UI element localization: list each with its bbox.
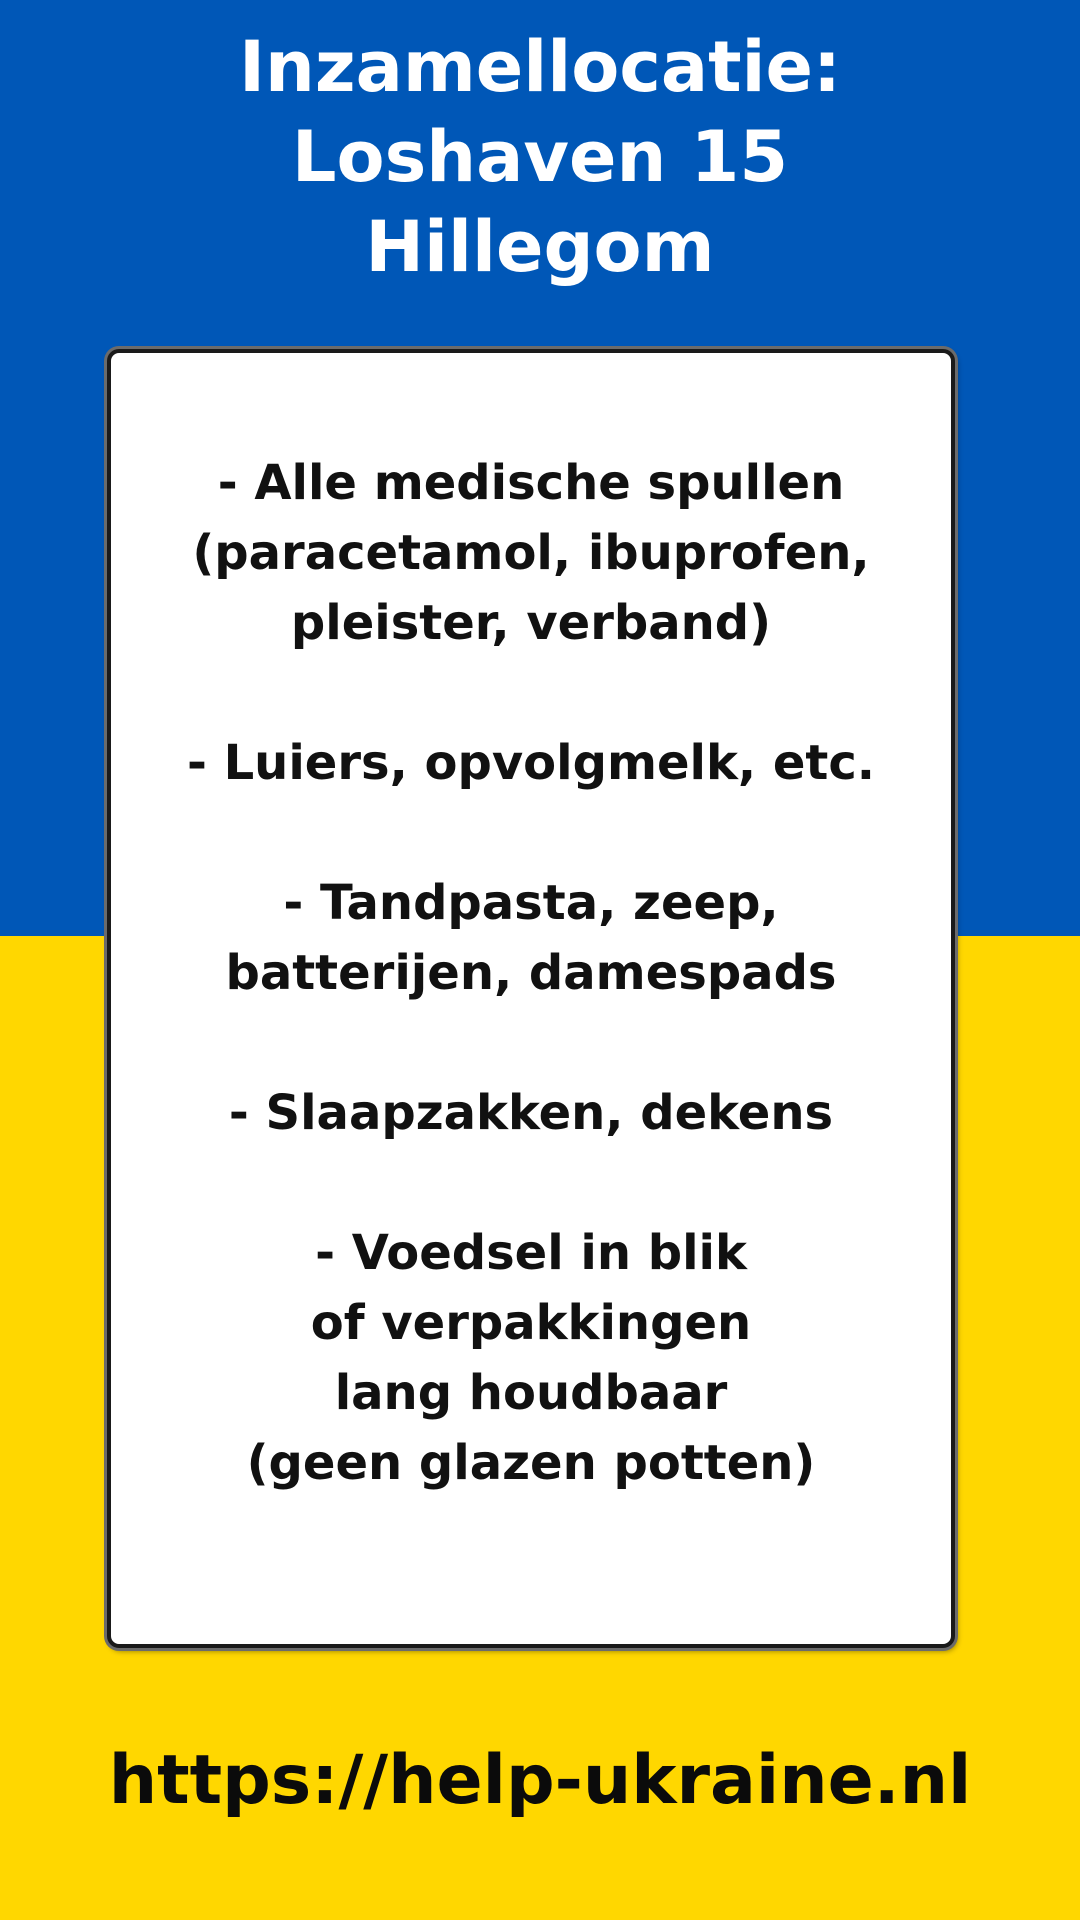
- list-item-baby: [111, 728, 951, 798]
- list-item-bedding: [111, 1078, 951, 1148]
- location-line-label: Inzamellocatie:: [238, 26, 841, 108]
- item-line: - Luiers, opvolgmelk, etc.: [186, 735, 876, 791]
- items-list: [111, 448, 951, 1498]
- item-line: (paracetamol, ibuprofen,: [192, 525, 870, 581]
- list-item-hygiene: [111, 868, 951, 1008]
- item-line: lang houdbaar: [334, 1365, 728, 1421]
- item-line: - Tandpasta, zeep,: [283, 875, 779, 931]
- item-line: batterijen, damespads: [225, 945, 837, 1001]
- items-card: [107, 349, 955, 1648]
- item-line: (geen glazen potten): [246, 1435, 816, 1491]
- item-line: - Alle medische spullen: [217, 455, 845, 511]
- location-line-town: Hillegom: [365, 206, 715, 288]
- item-line: - Voedsel in blik: [315, 1225, 747, 1281]
- website-url: https://help-ukraine.nl: [108, 1741, 972, 1820]
- item-line: - Slaapzakken, dekens: [228, 1085, 834, 1141]
- item-line: of verpakkingen: [310, 1295, 752, 1351]
- location-line-street: Loshaven 15: [291, 116, 789, 198]
- item-line: pleister, verband): [290, 595, 772, 651]
- list-item-food: [111, 1218, 951, 1498]
- list-item-medical: [111, 448, 951, 658]
- location-heading: [0, 22, 1080, 292]
